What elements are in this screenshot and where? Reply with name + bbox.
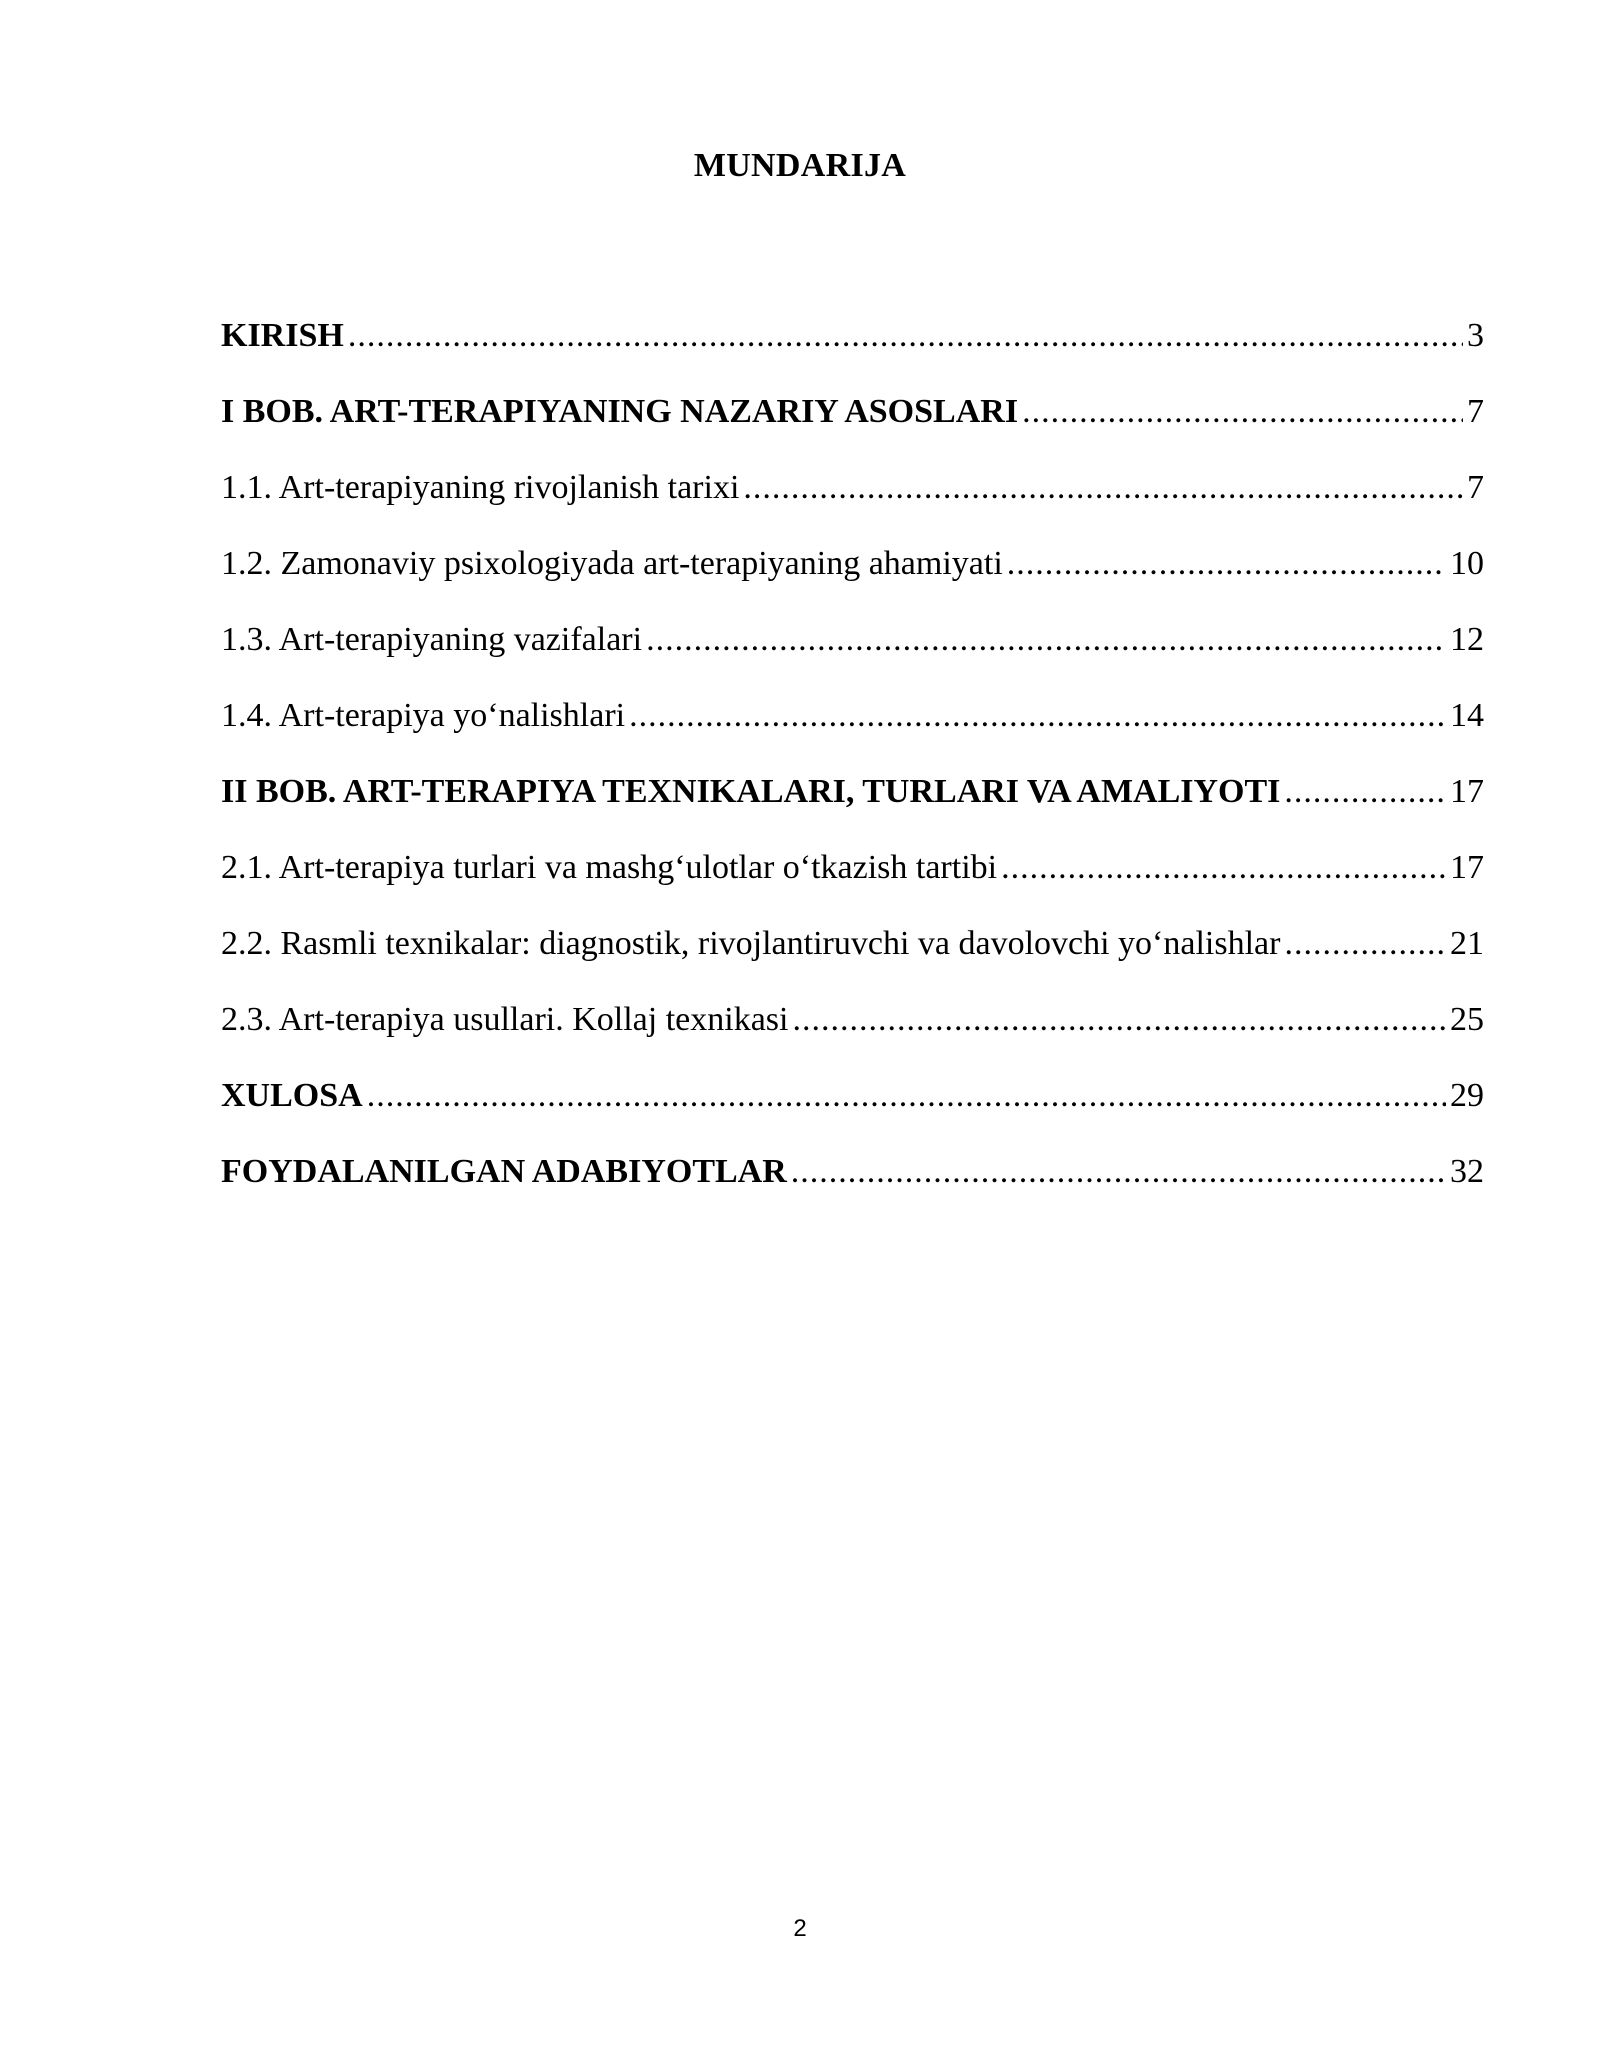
- toc-page-number: 29: [1450, 1077, 1484, 1114]
- toc-dot-leader: [1022, 374, 1463, 450]
- page-number: 2: [793, 1915, 807, 1942]
- table-of-contents: [221, 298, 1484, 1210]
- toc-page-number: 14: [1450, 697, 1484, 734]
- toc-page-number: 25: [1450, 1001, 1484, 1038]
- toc-page-number: 17: [1450, 773, 1484, 810]
- toc-entry-title: II BOB. ART-TERAPIYA TEXNIKALARI, TURLARI VA AMALIYOTI: [221, 773, 1281, 810]
- toc-entry-chapter-2[interactable]: [221, 754, 1484, 830]
- toc-entry-title: 2.1. Art-terapiya turlari va mashg‘ulotlar o‘tkazish tartibi: [221, 849, 998, 886]
- toc-entry-xulosa[interactable]: [221, 1058, 1484, 1134]
- toc-entry-title: FOYDALANILGAN ADABIYOTLAR: [221, 1153, 787, 1190]
- toc-entry-chapter-1[interactable]: [221, 374, 1484, 450]
- toc-page-number: 10: [1450, 545, 1484, 582]
- toc-dot-leader: [1007, 526, 1446, 602]
- toc-entry-title: 1.4. Art-terapiya yo‘nalishlari: [221, 697, 626, 734]
- toc-entry-section-1-2[interactable]: [221, 526, 1484, 602]
- toc-dot-leader: [791, 1134, 1446, 1210]
- toc-entry-references[interactable]: [221, 1134, 1484, 1210]
- toc-entry-title: XULOSA: [221, 1077, 363, 1114]
- toc-dot-leader: [1001, 830, 1446, 906]
- toc-dot-leader: [367, 1058, 1446, 1134]
- toc-dot-leader: [348, 298, 1463, 374]
- toc-dot-leader: [1284, 906, 1446, 982]
- toc-entry-section-1-1[interactable]: [221, 450, 1484, 526]
- toc-entry-title: 1.2. Zamonaviy psixologiyada art-terapiyaning ahamiyati: [221, 545, 1003, 582]
- toc-entry-title: 1.3. Art-terapiyaning vazifalari: [221, 621, 643, 658]
- toc-entry-title: 2.3. Art-terapiya usullari. Kollaj texnikasi: [221, 1001, 789, 1038]
- toc-entry-section-2-2[interactable]: [221, 906, 1484, 982]
- toc-page-number: 7: [1467, 469, 1484, 506]
- toc-entry-section-2-1[interactable]: [221, 830, 1484, 906]
- toc-entry-kirish[interactable]: [221, 298, 1484, 374]
- toc-page-number: 12: [1450, 621, 1484, 658]
- toc-dot-leader: [646, 602, 1446, 678]
- toc-entry-title: KIRISH: [221, 317, 344, 354]
- toc-page-number: 17: [1450, 849, 1484, 886]
- toc-page-number: 3: [1467, 317, 1484, 354]
- toc-page-number: 32: [1450, 1153, 1484, 1190]
- toc-dot-leader: [629, 678, 1446, 754]
- toc-dot-leader: [1284, 754, 1446, 830]
- toc-entry-section-1-4[interactable]: [221, 678, 1484, 754]
- toc-entry-title: I BOB. ART-TERAPIYANING NAZARIY ASOSLARI: [221, 393, 1019, 430]
- toc-page-number: 7: [1467, 393, 1484, 430]
- toc-entry-title: 2.2. Rasmli texnikalar: diagnostik, rivojlantiruvchi va davolovchi yo‘nalishlar: [221, 925, 1281, 962]
- toc-dot-leader: [743, 450, 1463, 526]
- toc-entry-section-2-3[interactable]: [221, 982, 1484, 1058]
- toc-dot-leader: [792, 982, 1446, 1058]
- page-title: MUNDARIJA: [693, 147, 907, 184]
- toc-page-number: 21: [1450, 925, 1484, 962]
- toc-entry-title: 1.1. Art-terapiyaning rivojlanish tarixi: [221, 469, 740, 506]
- toc-entry-section-1-3[interactable]: [221, 602, 1484, 678]
